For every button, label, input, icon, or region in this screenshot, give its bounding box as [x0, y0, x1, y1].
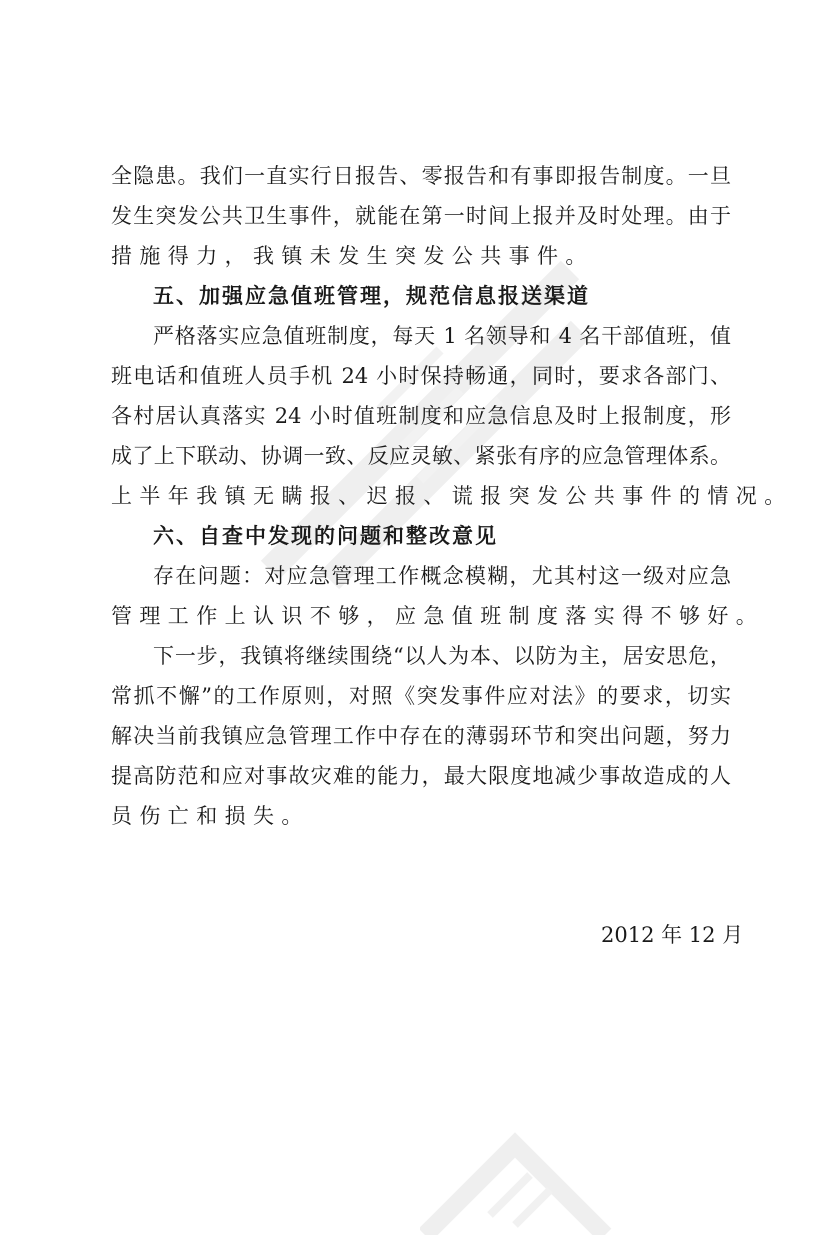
text-line: 发生突发公共卫生事件，就能在第一时间上报并及时处理。由于	[111, 204, 731, 228]
paragraph-duty-system	[111, 316, 793, 516]
text-line: 成了上下联动、协调一致、反应灵敏、紧张有序的应急管理体系。	[111, 444, 731, 468]
text-line: 严格落实应急值班制度，每天 1 名领导和 4 名干部值班，值	[153, 324, 731, 348]
text-line: 存在问题：对应急管理工作概念模糊，尤其村这一级对应急	[153, 564, 731, 588]
text-line: 提高防范和应对事故灾难的能力，最大限度地减少事故造成的人	[111, 764, 731, 788]
text-line: 各村居认真落实 24 小时值班制度和应急信息及时上报制度，形	[111, 404, 731, 428]
document-date: 2012 年 12 月	[601, 923, 744, 947]
text-line: 班电话和值班人员手机 24 小时保持畅通，同时，要求各部门、	[111, 364, 731, 388]
paragraph-continuation	[111, 156, 731, 276]
text-line: 员伤亡和损失。	[111, 804, 310, 828]
text-line: 常抓不懈”的工作原则，对照《突发事件应对法》的要求，切实	[111, 684, 731, 708]
text-line: 管理工作上认识不够，应急值班制度落实得不够好。	[111, 604, 765, 628]
paragraph-problems	[111, 556, 765, 636]
watermark-logo-bottom-icon	[420, 1115, 620, 1235]
text-line: 上半年我镇无瞒报、迟报、谎报突发公共事件的情况。	[111, 484, 793, 508]
text-line: 解决当前我镇应急管理工作中存在的薄弱环节和突出问题，努力	[111, 724, 731, 748]
text-line: 全隐患。我们一直实行日报告、零报告和有事即报告制度。一旦	[111, 164, 731, 188]
document-page	[111, 156, 793, 836]
section-heading-5: 五、加强应急值班管理，规范信息报送渠道	[153, 284, 590, 308]
text-line: 措施得力，我镇未发生突发公共事件。	[111, 244, 594, 268]
text-line: 下一步，我镇将继续围绕“以人为本、以防为主，居安思危，	[153, 644, 731, 668]
paragraph-next-steps	[111, 636, 731, 836]
section-heading-6: 六、自查中发现的问题和整改意见	[153, 524, 498, 548]
